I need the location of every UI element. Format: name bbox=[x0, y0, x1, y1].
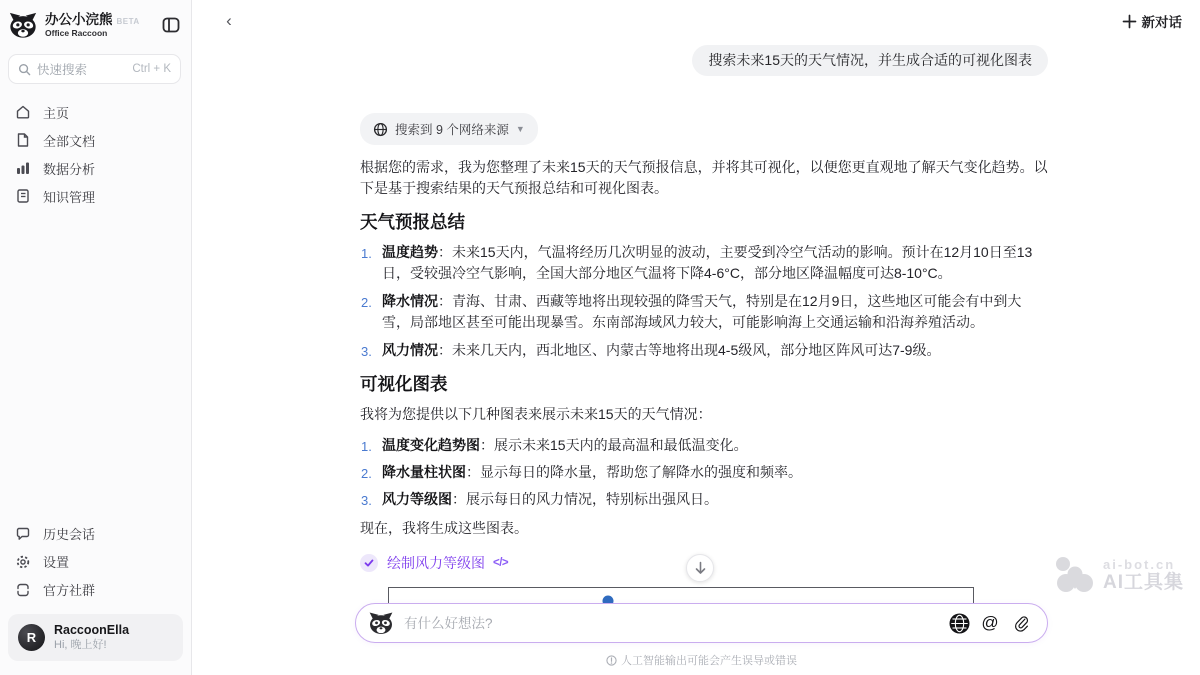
globe-icon bbox=[373, 122, 388, 137]
new-chat-button[interactable] bbox=[1122, 11, 1183, 31]
sidebar-item-documents[interactable] bbox=[0, 126, 191, 154]
charts-list bbox=[360, 435, 1048, 510]
list-number: 2. bbox=[361, 295, 372, 310]
mention-button[interactable] bbox=[978, 611, 1002, 635]
web-sources-pill[interactable] bbox=[360, 113, 538, 145]
scroll-to-bottom-button[interactable] bbox=[686, 554, 714, 582]
list-item bbox=[360, 462, 1048, 483]
sidebar-header bbox=[0, 0, 191, 48]
list-item-text: ：显示每日的降水量，帮助您了解降水的强度和频率。 bbox=[466, 464, 802, 480]
task-label: 绘制风力等级图 bbox=[387, 555, 485, 571]
sidebar-item-label: 主页 bbox=[43, 105, 70, 121]
app-title: 办公小浣熊 bbox=[45, 11, 113, 27]
sidebar-item-label: 历史会话 bbox=[43, 527, 96, 542]
sidebar-item-label: 设置 bbox=[43, 555, 70, 570]
list-item bbox=[360, 242, 1048, 284]
search-placeholder: 快速搜索 bbox=[37, 63, 88, 77]
code-icon[interactable]: </> bbox=[493, 557, 509, 569]
user-message-bubble: 搜索未来15天的天气情况，并生成合适的可视化图表 bbox=[692, 45, 1048, 76]
list-item-text: ：青海、甘肃、西藏等地将出现较强的降雪天气，特别是在12月9日，这些地区可能会有中到大雪，局部地区甚至可能出现暴雪。东南部海域风力较大，可能影响海上交通运输和沿海养殖活动。 bbox=[382, 293, 1022, 330]
app-subtitle: Office Raccoon bbox=[45, 28, 108, 38]
web-search-toggle[interactable] bbox=[947, 611, 971, 635]
sidebar-item-history[interactable] bbox=[0, 520, 191, 548]
attach-file-button[interactable] bbox=[1009, 611, 1033, 635]
globe-filled-icon bbox=[949, 613, 970, 634]
sidebar bbox=[0, 0, 192, 675]
list-number: 1. bbox=[361, 439, 372, 454]
list-item-text: ：未来15天内，气温将经历几次明显的波动，主要受到冷空气活动的影响。预计在12月10日至13日，受较强冷空气影响，全国大部分地区气温将下降4-6°C，部分地区降温幅度可达8-10°C。 bbox=[382, 244, 1033, 281]
sidebar-item-label: 数据分析 bbox=[43, 161, 96, 177]
profile-name: RaccoonElla bbox=[54, 622, 130, 637]
section-title-summary: 天气预报总结 bbox=[360, 212, 465, 232]
raccoon-avatar-icon bbox=[368, 610, 394, 636]
ai-disclaimer bbox=[355, 652, 1048, 668]
list-number: 1. bbox=[361, 246, 372, 261]
history-icon bbox=[15, 526, 31, 542]
check-icon bbox=[360, 554, 378, 572]
list-item-label: 温度趋势 bbox=[382, 244, 438, 260]
sidebar-collapse-icon[interactable] bbox=[161, 15, 181, 35]
search-shortcut: Ctrl + K bbox=[132, 63, 171, 75]
watermark bbox=[1053, 556, 1184, 594]
new-chat-label: 新对话 bbox=[1141, 15, 1182, 30]
plus-icon bbox=[1122, 14, 1137, 29]
chat-input[interactable] bbox=[404, 616, 940, 631]
beta-badge: BETA bbox=[116, 16, 140, 26]
ai-bot-logo-icon bbox=[1053, 556, 1095, 594]
sidebar-item-label: 全部文档 bbox=[43, 133, 96, 149]
message-composer[interactable] bbox=[355, 603, 1048, 643]
sidebar-item-data-analysis[interactable] bbox=[0, 154, 191, 182]
sidebar-item-label: 知识管理 bbox=[43, 189, 96, 205]
quick-search-input[interactable] bbox=[8, 54, 181, 84]
home-icon bbox=[15, 104, 31, 120]
list-item-label: 降水情况 bbox=[382, 293, 438, 309]
avatar: R bbox=[18, 624, 45, 651]
sources-label: 搜索到 9 个网络来源 bbox=[395, 123, 509, 137]
info-icon bbox=[606, 655, 617, 666]
list-item-label: 风力等级图 bbox=[382, 491, 452, 507]
bar-chart-icon bbox=[15, 160, 31, 176]
paperclip-icon bbox=[1013, 614, 1030, 633]
list-number: 3. bbox=[361, 493, 372, 508]
main-area bbox=[192, 0, 1200, 675]
list-item-label: 降水量柱状图 bbox=[382, 464, 466, 480]
gear-icon bbox=[15, 554, 31, 570]
section-title-charts: 可视化图表 bbox=[360, 374, 448, 394]
list-item bbox=[360, 435, 1048, 456]
watermark-title: AI工具集 bbox=[1102, 572, 1184, 593]
charts-intro-paragraph: 我将为您提供以下几种图表来展示未来15天的天气情况： bbox=[360, 406, 712, 422]
chat-thread bbox=[360, 0, 1048, 627]
sidebar-item-knowledge[interactable] bbox=[0, 182, 191, 210]
list-number: 2. bbox=[361, 466, 372, 481]
sidebar-nav bbox=[0, 98, 191, 210]
summary-list bbox=[360, 242, 1048, 361]
back-button[interactable]: ‹ bbox=[226, 11, 232, 30]
sidebar-item-home[interactable] bbox=[0, 98, 191, 126]
knowledge-icon bbox=[15, 188, 31, 204]
list-item bbox=[360, 340, 1048, 361]
ai-intro-paragraph: 根据您的需求，我为您整理了未来15天的天气预报信息，并将其可视化，以便您更直观地了解天气变化趋势。以下是基于搜索结果的天气预报总结和可视化图表。 bbox=[360, 159, 1048, 196]
list-item-text: ：展示未来15天内的最高温和最低温变化。 bbox=[480, 437, 748, 453]
list-item-text: ：展示每日的风力情况，特别标出强风日。 bbox=[452, 491, 718, 507]
profile-card[interactable] bbox=[8, 614, 183, 662]
profile-greeting: Hi, 晚上好! bbox=[54, 639, 107, 651]
at-icon: @ bbox=[981, 613, 999, 632]
document-icon bbox=[15, 132, 31, 148]
list-item-text: ：未来几天内，西北地区、内蒙古等地将出现4-5级风，部分地区阵风可达7-9级。 bbox=[438, 342, 941, 358]
sidebar-footer bbox=[0, 520, 191, 675]
app-title-block bbox=[45, 13, 161, 38]
watermark-url: ai-bot.cn bbox=[1102, 557, 1176, 572]
chevron-down-icon: ▼ bbox=[515, 124, 525, 134]
list-item-label: 温度变化趋势图 bbox=[382, 437, 480, 453]
sidebar-item-label: 官方社群 bbox=[43, 583, 96, 598]
sidebar-item-community[interactable] bbox=[0, 576, 191, 604]
list-item bbox=[360, 489, 1048, 510]
search-icon bbox=[18, 63, 31, 76]
sidebar-item-settings[interactable] bbox=[0, 548, 191, 576]
raccoon-logo-icon bbox=[8, 10, 38, 40]
arrow-down-icon bbox=[694, 561, 707, 575]
community-icon bbox=[15, 582, 31, 598]
disclaimer-text: 人工智能输出可能会产生误导或错误 bbox=[621, 655, 797, 667]
list-number: 3. bbox=[361, 344, 372, 359]
list-item-label: 风力情况 bbox=[382, 342, 438, 358]
closing-paragraph: 现在，我将生成这些图表。 bbox=[360, 520, 528, 536]
list-item bbox=[360, 291, 1048, 333]
